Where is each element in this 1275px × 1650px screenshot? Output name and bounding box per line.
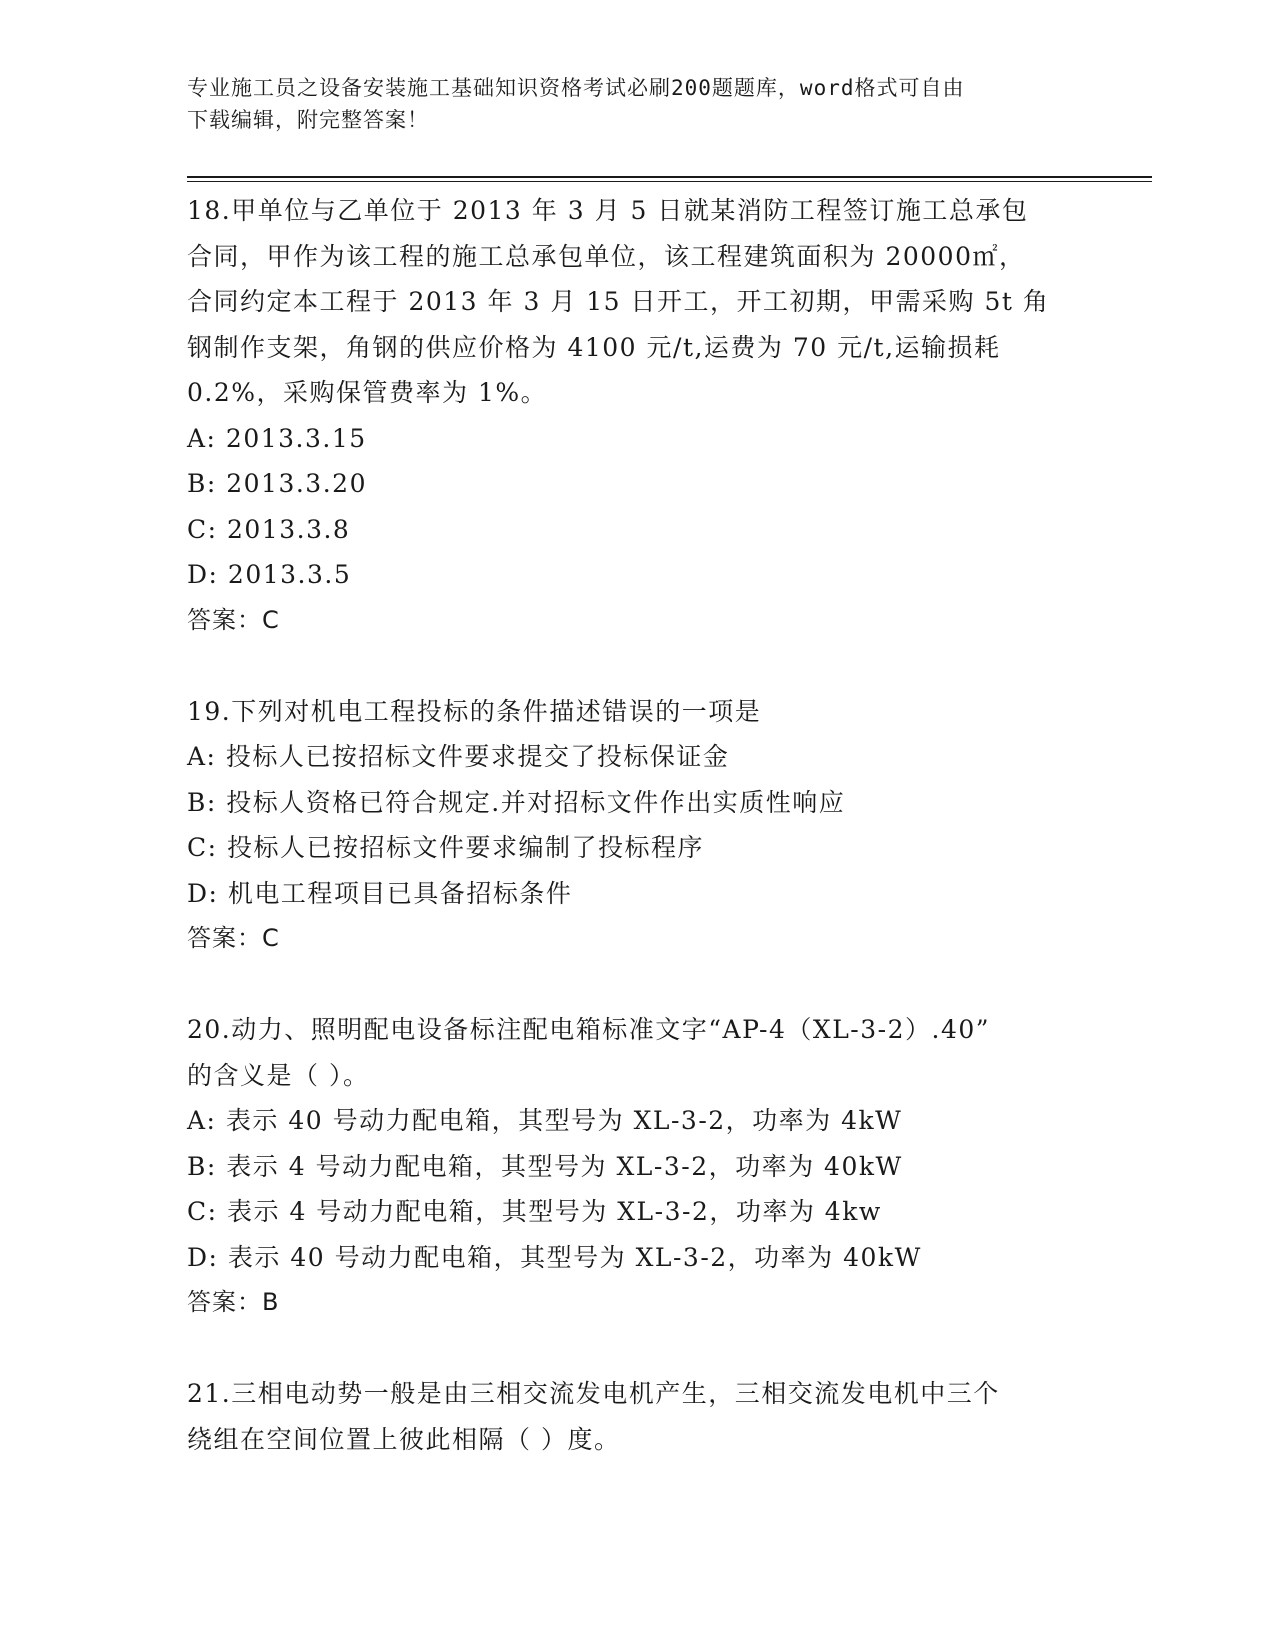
option-a: A: 表示 40 号动力配电箱，其型号为 XL-3-2，功率为 4kW (187, 1106, 903, 1135)
answer-label: 答案：C (187, 605, 280, 634)
question-21 (187, 1371, 1087, 1462)
option-a: A: 投标人已按招标文件要求提交了投标保证金 (187, 742, 730, 771)
header-divider-thin (187, 181, 1152, 182)
document-header (187, 72, 1067, 136)
option-c: C: 2013.3.8 (187, 514, 351, 544)
question-stem-line: 绕组在空间位置上彼此相隔（ ）度。 (187, 1424, 621, 1454)
header-line-1: 专业施工员之设备安装施工基础知识资格考试必刷200题题库，word格式可自由 (187, 76, 965, 100)
header-line-2: 下载编辑，附完整答案！ (187, 108, 429, 132)
question-19 (187, 689, 1087, 962)
option-d: D: 表示 40 号动力配电箱，其型号为 XL-3-2，功率为 40kW (187, 1242, 922, 1272)
option-d: D: 机电工程项目已具备招标条件 (187, 878, 573, 908)
answer-label: 答案：C (187, 924, 280, 952)
question-20 (187, 1007, 1087, 1326)
option-b: B: 表示 4 号动力配电箱，其型号为 XL-3-2，功率为 40kW (187, 1151, 903, 1181)
question-stem-line: 合同，甲作为该工程的施工总承包单位，该工程建筑面积为 20000㎡， (187, 241, 1026, 271)
option-b: B: 投标人资格已符合规定.并对招标文件作出实质性响应 (187, 787, 846, 817)
option-a: A: 2013.3.15 (187, 423, 367, 453)
option-d: D: 2013.3.5 (187, 560, 352, 589)
question-stem-line: 的含义是（ ）。 (187, 1060, 370, 1090)
question-stem-line: 钢制作支架，角钢的供应价格为 4100 元/t,运费为 70 元/t,运输损耗 (187, 332, 1001, 362)
question-list (187, 188, 1087, 1462)
question-stem-line: 21.三相电动势一般是由三相交流发电机产生，三相交流发电机中三个 (187, 1379, 1000, 1408)
option-b: B: 2013.3.20 (187, 469, 367, 498)
answer-label: 答案：B (187, 1288, 280, 1316)
option-c: C: 投标人已按招标文件要求编制了投标程序 (187, 833, 704, 862)
question-stem-line: 0.2%，采购保管费率为 1%。 (187, 378, 548, 407)
option-c: C: 表示 4 号动力配电箱，其型号为 XL-3-2，功率为 4kw (187, 1197, 882, 1226)
question-stem-line: 18.甲单位与乙单位于 2013 年 3 月 5 日就某消防工程签订施工总承包 (187, 196, 1029, 225)
question-stem-line: 20.动力、照明配电设备标注配电箱标准文字“AP-4（XL-3-2）.40” (187, 1015, 991, 1044)
question-stem-line: 19.下列对机电工程投标的条件描述错误的一项是 (187, 696, 762, 726)
question-18 (187, 188, 1087, 643)
question-stem-line: 合同约定本工程于 2013 年 3 月 15 日开工，开工初期，甲需采购 5t 角 (187, 287, 1050, 316)
header-divider-thick (187, 176, 1152, 178)
